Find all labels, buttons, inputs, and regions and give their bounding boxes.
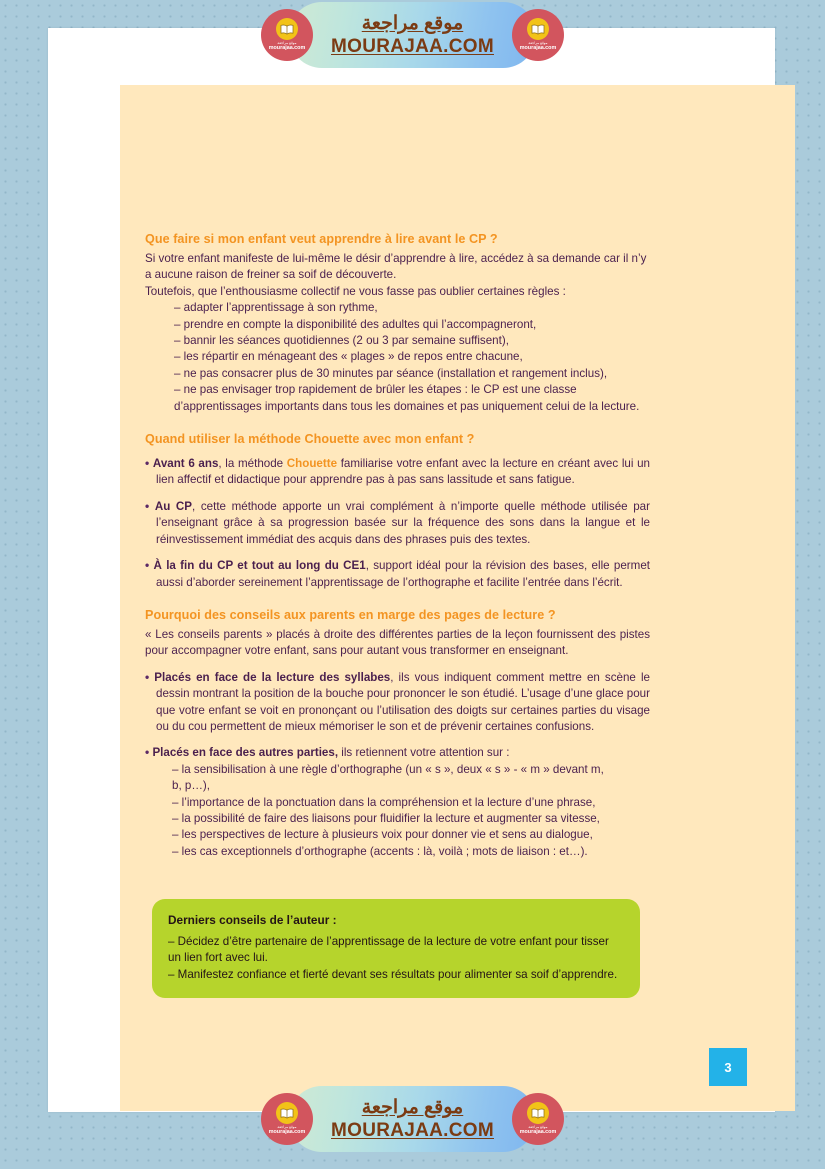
advice-callout-box — [152, 899, 640, 998]
bullet-dot-icon: • — [145, 669, 150, 684]
advice-title: Derniers conseils de l’auteur : — [168, 913, 337, 927]
bullet-lead: Placés en face des autres parties, — [152, 746, 339, 760]
bullet-lead: À la fin du CP et tout au long du CE1 — [153, 559, 366, 573]
list-item: – prendre en compte la disponibilité des adultes qui l’accompagneront, — [174, 317, 537, 331]
logo-domain-label: mourajaa.com — [268, 1129, 306, 1135]
bullet-text: familiarise votre enfant avec la lecture en créant avec lui un lien affectif et didactique pour apprendre pas à pas sans lassitude et sans fatigue. — [156, 457, 650, 487]
list-item: – ne pas envisager trop rapidement de brûler les étapes : le CP est une classe — [174, 383, 577, 397]
bullet-dot-icon: • — [145, 456, 150, 471]
advice-line: – Décidez d’être partenaire de l’apprentissage de la lecture de votre enfant pour tisser un lien fort avec lui. — [168, 935, 609, 965]
bullet-text: , cette méthode apporte un vrai complément à n’importe quelle méthode utilisée par l’enseignant grâce à sa progression basée sur la fréquence des sons dans la langue et le réinvestissement immédiat des acquis dans des phrases puis des textes. — [156, 499, 650, 546]
bullet-text: ils retiennent votre attention sur : — [338, 746, 510, 760]
bullet-dot-icon: • — [145, 558, 150, 573]
section-heading: Pourquoi des conseils aux parents en marge des pages de lecture ? — [145, 607, 556, 622]
section-quand-utiliser-chouette — [145, 432, 650, 591]
bullet-au-cp — [145, 498, 650, 548]
bullet-dot-icon: • — [145, 498, 150, 513]
bullet-lead: Placés en face de la lecture des syllabes — [154, 670, 391, 684]
logo-arabic-label: موقع مراجعة — [528, 41, 548, 46]
section-apprendre-avant-cp — [145, 232, 650, 415]
bullet-dot-icon: • — [145, 745, 150, 760]
advice-line: – Manifestez confiance et fierté devant ses résultats pour alimenter sa soif d’apprendre. — [168, 967, 618, 981]
list-item: – ne pas consacrer plus de 30 minutes par séance (installation et rangement inclus), — [174, 366, 608, 380]
bullet-lead: Avant 6 ans — [152, 457, 219, 471]
bullet-text: , support idéal pour la révision des bases, elle permet aussi d’aborder sereinement l’apprentissage de l’orthographe et facilite l’entrée dans l’écrit. — [156, 559, 650, 589]
watermark-arabic-text: موقع مراجعة — [361, 1096, 464, 1118]
logo-arabic-label: موقع مراجعة — [528, 1125, 548, 1130]
list-item: – les répartir en ménageant des « plages » de repos entre chacune, — [174, 350, 523, 364]
list-item: – les cas exceptionnels d’orthographe (accents : là, voilà ; mots de liaison : et…). — [172, 844, 588, 858]
list-item: – l’importance de la ponctuation dans la compréhension et la lecture d’une phrase, — [172, 795, 596, 809]
section-paragraph: Toutefois, que l’enthousiasme collectif ne vous fasse pas oublier certaines règles : — [145, 284, 566, 298]
watermark-domain-text: MOURAJAA.COM — [331, 35, 494, 57]
list-item: – bannir les séances quotidiennes (2 ou 3 par semaine suffisent), — [174, 334, 509, 348]
list-item: – la sensibilisation à une règle d’orthographe (un « s », deux « s » - « m » devant m, — [172, 762, 604, 776]
rules-list — [145, 300, 650, 415]
logo-arabic-label: موقع مراجعة — [277, 41, 297, 46]
logo-domain-label: mourajaa.com — [268, 45, 306, 51]
list-item: – la possibilité de faire des liaisons pour fluidifier la lecture et augmenter sa vitesse, — [172, 811, 600, 825]
bullet-avant-6-ans — [145, 455, 650, 489]
bullet-fin-du-cp — [145, 557, 650, 591]
section-paragraph: « Les conseils parents » placés à droite des différentes parties de la leçon fournissent des pistes pour accompagner votre enfant, sans pour autant vous transformer en enseignant. — [145, 627, 650, 658]
watermark-arabic-text: موقع مراجعة — [361, 12, 464, 34]
logo-domain-label: mourajaa.com — [519, 45, 557, 51]
keyword-chouette: Chouette — [286, 457, 338, 471]
section-conseils-aux-parents — [145, 608, 650, 860]
section-heading: Que faire si mon enfant veut apprendre à lire avant le CP ? — [145, 232, 498, 246]
watermark-domain-text: MOURAJAA.COM — [331, 1119, 494, 1141]
list-item: d’apprentissages importants dans tous les domaines et pas uniquement celui de la lecture. — [174, 399, 640, 413]
logo-domain-label: mourajaa.com — [519, 1129, 557, 1135]
list-item: b, p…), — [172, 779, 211, 793]
bullet-text: , ils vous indiquent comment mettre en scène le dessin montrant la position de la bouche pour prononcer le son étudié. L’usage d’une glace pour que votre enfant se voit en prononçant ou l’utilisation des doigts sur certaines parties du visage ou du cou permettent de mieux mémoriser le son et de prévenir certaines confusions. — [156, 670, 650, 733]
list-item: – les perspectives de lecture à plusieurs voix pour donner vie et sens au dialogue, — [172, 828, 593, 842]
document-content — [145, 232, 650, 860]
bullet-lecture-des-syllabes — [145, 669, 650, 736]
section-heading: Quand utiliser la méthode Chouette avec mon enfant ? — [145, 432, 475, 447]
attention-points-list — [145, 762, 650, 860]
section-paragraph: Si votre enfant manifeste de lui-même le désir d’apprendre à lire, accédez à sa demande car il n’y a aucune raison de freiner sa soif de découverte. — [145, 252, 647, 282]
page-number-label: 3 — [724, 1059, 732, 1075]
logo-arabic-label: موقع مراجعة — [277, 1125, 297, 1130]
list-item: – adapter l’apprentissage à son rythme, — [174, 301, 378, 315]
bullet-text: , la méthode — [218, 457, 287, 471]
page-number-badge — [709, 1048, 747, 1086]
bullet-autres-parties — [145, 744, 650, 761]
bullet-lead: Au CP — [154, 499, 193, 513]
